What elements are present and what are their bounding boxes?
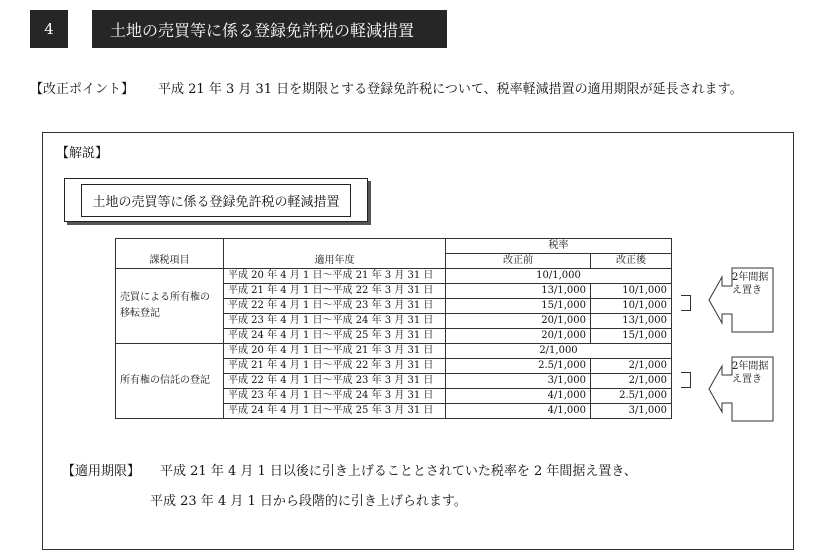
row-year: 平成 22 年 4 月 1 日～平成 23 年 3 月 31 日 <box>224 374 446 389</box>
row-merged-rate: 10/1,000 <box>446 269 672 284</box>
row-year: 平成 22 年 4 月 1 日～平成 23 年 3 月 31 日 <box>224 299 446 314</box>
row-before: 20/1,000 <box>446 329 591 344</box>
revision-point-text: 平成 21 年 3 月 31 日を期限とする登録免許税について、税率軽減措置の適用期限が延長されます。 <box>158 82 743 97</box>
row-before: 2.5/1,000 <box>446 359 591 374</box>
callout-transfer-text: 2年間据え置き <box>732 272 769 296</box>
row-year: 平成 23 年 4 月 1 日～平成 24 年 3 月 31 日 <box>224 389 446 404</box>
application-period-line2: 平成 23 年 4 月 1 日から段階的に引き上げられます。 <box>150 494 467 509</box>
header-after: 改正後 <box>591 254 672 269</box>
header-rate: 税率 <box>446 239 672 254</box>
row-after: 10/1,000 <box>591 284 672 299</box>
row-after: 15/1,000 <box>591 329 672 344</box>
row-year: 平成 24 年 4 月 1 日～平成 25 年 3 月 31 日 <box>224 404 446 419</box>
revision-point <box>30 78 743 97</box>
row-merged-rate: 2/1,000 <box>446 344 672 359</box>
application-period <box>62 460 637 479</box>
row-after: 2.5/1,000 <box>591 389 672 404</box>
header-year: 適用年度 <box>224 239 446 269</box>
row-before: 15/1,000 <box>446 299 591 314</box>
header-before: 改正前 <box>446 254 591 269</box>
callout-transfer <box>708 267 774 333</box>
table-row <box>116 269 672 284</box>
row-after: 3/1,000 <box>591 404 672 419</box>
row-after: 13/1,000 <box>591 314 672 329</box>
application-period-label: 【適用期限】 <box>62 464 141 479</box>
bracket-transfer <box>681 295 691 311</box>
explanation-label: 【解説】 <box>56 146 109 161</box>
table-header-row <box>116 239 672 254</box>
callout-trust <box>708 356 774 422</box>
tax-rate-table <box>115 238 672 419</box>
explanation-subtitle-box <box>64 178 368 222</box>
row-before: 4/1,000 <box>446 404 591 419</box>
row-year: 平成 21 年 4 月 1 日～平成 22 年 3 月 31 日 <box>224 284 446 299</box>
row-year: 平成 21 年 4 月 1 日～平成 22 年 3 月 31 日 <box>224 359 446 374</box>
row-after: 2/1,000 <box>591 359 672 374</box>
revision-point-label: 【改正ポイント】 <box>30 82 135 97</box>
callout-trust-text: 2年間据え置き <box>732 361 769 385</box>
row-year: 平成 20 年 4 月 1 日～平成 21 年 3 月 31 日 <box>224 269 446 284</box>
row-before: 4/1,000 <box>446 389 591 404</box>
explanation-subtitle: 土地の売買等に係る登録免許税の軽減措置 <box>81 184 350 217</box>
row-year: 平成 23 年 4 月 1 日～平成 24 年 3 月 31 日 <box>224 314 446 329</box>
application-period-line1: 平成 21 年 4 月 1 日以後に引き上げることとされていた税率を 2 年間据え置き、 <box>160 464 637 479</box>
group-item-transfer: 売買による所有権の移転登記 <box>116 269 224 344</box>
row-year: 平成 20 年 4 月 1 日～平成 21 年 3 月 31 日 <box>224 344 446 359</box>
row-year: 平成 24 年 4 月 1 日～平成 25 年 3 月 31 日 <box>224 329 446 344</box>
row-before: 13/1,000 <box>446 284 591 299</box>
row-before: 3/1,000 <box>446 374 591 389</box>
section-number-badge: 4 <box>30 10 68 48</box>
row-after: 2/1,000 <box>591 374 672 389</box>
section-title: 土地の売買等に係る登録免許税の軽減措置 <box>92 10 447 48</box>
group-item-trust: 所有権の信託の登記 <box>116 344 224 419</box>
bracket-trust <box>681 372 691 388</box>
row-after: 10/1,000 <box>591 299 672 314</box>
table-row <box>116 344 672 359</box>
header-item: 課税項目 <box>116 239 224 269</box>
row-before: 20/1,000 <box>446 314 591 329</box>
